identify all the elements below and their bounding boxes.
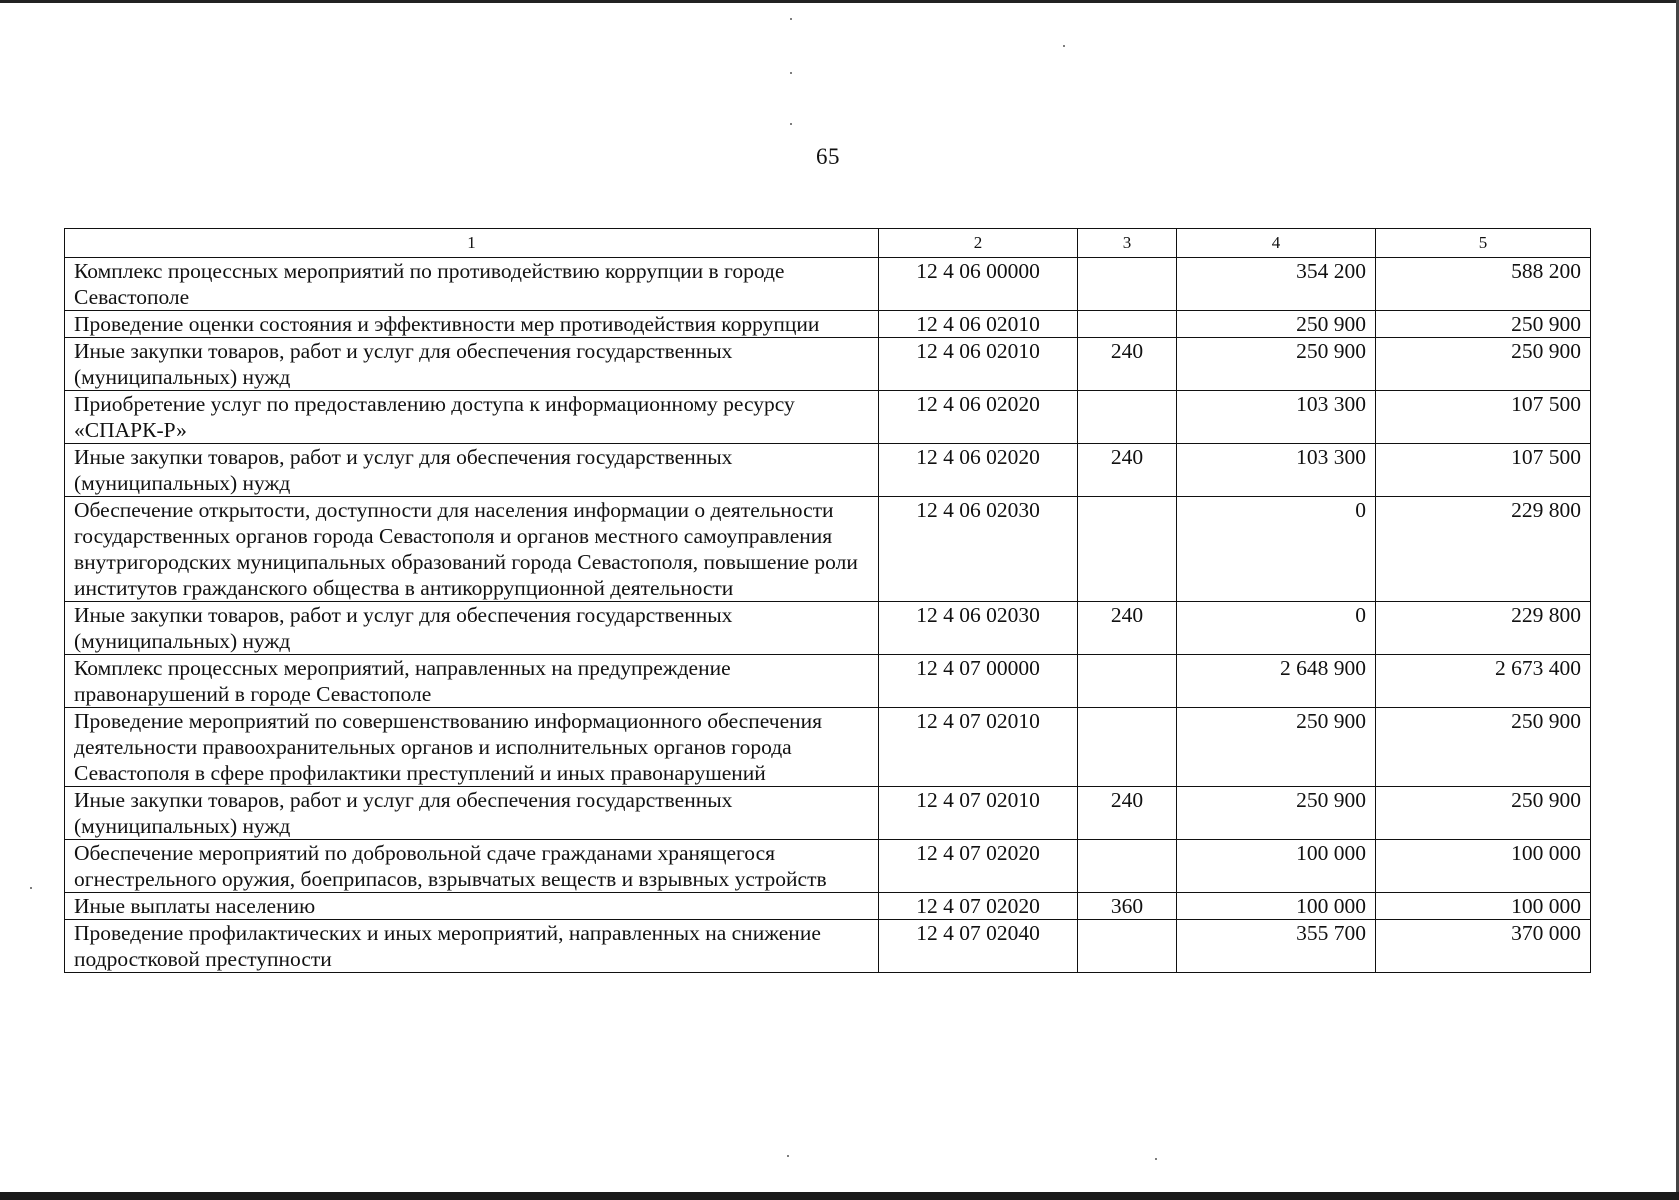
row-amount-col4: 250 900 <box>1177 311 1376 338</box>
row-name: Комплекс процессных мероприятий по противодействию коррупции в городе Севастополе <box>65 258 879 311</box>
row-amount-col4: 0 <box>1177 497 1376 602</box>
row-amount-col4: 103 300 <box>1177 391 1376 444</box>
table-row <box>65 258 1591 311</box>
row-amount-col5: 229 800 <box>1376 602 1591 655</box>
row-code: 12 4 07 02020 <box>879 893 1078 920</box>
row-code: 12 4 07 00000 <box>879 655 1078 708</box>
row-code: 12 4 06 02020 <box>879 391 1078 444</box>
row-name: Иные выплаты населению <box>65 893 879 920</box>
column-header-3: 3 <box>1078 229 1177 258</box>
row-amount-col5: 2 673 400 <box>1376 655 1591 708</box>
table-row <box>65 311 1591 338</box>
row-amount-col5: 107 500 <box>1376 391 1591 444</box>
row-expense-type <box>1078 311 1177 338</box>
column-header-2: 2 <box>879 229 1078 258</box>
row-expense-type: 240 <box>1078 444 1177 497</box>
row-expense-type <box>1078 708 1177 787</box>
row-expense-type: 240 <box>1078 338 1177 391</box>
row-amount-col4: 2 648 900 <box>1177 655 1376 708</box>
table-row <box>65 893 1591 920</box>
row-amount-col4: 100 000 <box>1177 840 1376 893</box>
table-row <box>65 920 1591 973</box>
scan-speck <box>30 887 32 889</box>
table-header-row <box>65 229 1591 258</box>
budget-table <box>64 228 1591 973</box>
row-expense-type <box>1078 391 1177 444</box>
row-amount-col5: 229 800 <box>1376 497 1591 602</box>
row-name: Проведение мероприятий по совершенствованию информационного обеспечения деятельности правоохранительных органов и исполнительных органов города Севастополя в сфере профилактики преступлений и иных правонарушений <box>65 708 879 787</box>
scan-speck <box>1155 1158 1157 1160</box>
table-row <box>65 655 1591 708</box>
row-code: 12 4 06 02020 <box>879 444 1078 497</box>
table-row <box>65 497 1591 602</box>
column-header-1: 1 <box>65 229 879 258</box>
scan-speck <box>790 18 792 20</box>
row-amount-col4: 250 900 <box>1177 338 1376 391</box>
row-amount-col5: 250 900 <box>1376 311 1591 338</box>
row-amount-col4: 103 300 <box>1177 444 1376 497</box>
table-row <box>65 444 1591 497</box>
scan-speck <box>1063 45 1065 47</box>
row-expense-type: 240 <box>1078 602 1177 655</box>
row-amount-col4: 250 900 <box>1177 787 1376 840</box>
column-header-5: 5 <box>1376 229 1591 258</box>
row-amount-col5: 250 900 <box>1376 787 1591 840</box>
row-amount-col5: 588 200 <box>1376 258 1591 311</box>
row-code: 12 4 07 02020 <box>879 840 1078 893</box>
row-code: 12 4 07 02010 <box>879 708 1078 787</box>
row-code: 12 4 06 02010 <box>879 338 1078 391</box>
scan-speck <box>790 123 792 125</box>
row-name: Иные закупки товаров, работ и услуг для обеспечения государственных (муниципальных) нужд <box>65 444 879 497</box>
row-amount-col5: 100 000 <box>1376 840 1591 893</box>
row-amount-col4: 0 <box>1177 602 1376 655</box>
row-code: 12 4 06 02030 <box>879 602 1078 655</box>
row-code: 12 4 07 02040 <box>879 920 1078 973</box>
row-amount-col4: 100 000 <box>1177 893 1376 920</box>
row-name: Обеспечение открытости, доступности для населения информации о деятельности государственных органов города Севастополя и органов местного самоуправления внутригородских муниципальных образований города Севастополя, повышение роли институтов гражданского общества в антикоррупционной деятельности <box>65 497 879 602</box>
row-amount-col5: 370 000 <box>1376 920 1591 973</box>
row-code: 12 4 06 00000 <box>879 258 1078 311</box>
scan-speck <box>787 1155 789 1157</box>
row-name: Иные закупки товаров, работ и услуг для обеспечения государственных (муниципальных) нужд <box>65 787 879 840</box>
row-amount-col5: 250 900 <box>1376 708 1591 787</box>
row-expense-type <box>1078 655 1177 708</box>
row-expense-type <box>1078 258 1177 311</box>
row-expense-type: 240 <box>1078 787 1177 840</box>
page-number: 65 <box>816 144 840 169</box>
table-row <box>65 338 1591 391</box>
row-name: Комплекс процессных мероприятий, направленных на предупреждение правонарушений в городе Севастополе <box>65 655 879 708</box>
row-expense-type <box>1078 920 1177 973</box>
table-row <box>65 602 1591 655</box>
row-name: Проведение оценки состояния и эффективности мер противодействия коррупции <box>65 311 879 338</box>
row-amount-col5: 107 500 <box>1376 444 1591 497</box>
row-code: 12 4 06 02030 <box>879 497 1078 602</box>
row-name: Приобретение услуг по предоставлению доступа к информационному ресурсу «СПАРК-Р» <box>65 391 879 444</box>
column-header-4: 4 <box>1177 229 1376 258</box>
scan-speck <box>790 72 792 74</box>
row-amount-col4: 250 900 <box>1177 708 1376 787</box>
table-row <box>65 708 1591 787</box>
row-amount-col4: 354 200 <box>1177 258 1376 311</box>
table-row <box>65 787 1591 840</box>
row-expense-type: 360 <box>1078 893 1177 920</box>
row-expense-type <box>1078 497 1177 602</box>
row-amount-col5: 250 900 <box>1376 338 1591 391</box>
table-row <box>65 840 1591 893</box>
row-expense-type <box>1078 840 1177 893</box>
row-name: Иные закупки товаров, работ и услуг для обеспечения государственных (муниципальных) нужд <box>65 602 879 655</box>
row-amount-col4: 355 700 <box>1177 920 1376 973</box>
row-name: Проведение профилактических и иных мероприятий, направленных на снижение подростковой преступности <box>65 920 879 973</box>
row-amount-col5: 100 000 <box>1376 893 1591 920</box>
row-code: 12 4 07 02010 <box>879 787 1078 840</box>
row-code: 12 4 06 02010 <box>879 311 1078 338</box>
scan-top-edge <box>0 0 1679 3</box>
scan-bottom-edge <box>0 1192 1679 1200</box>
row-name: Обеспечение мероприятий по добровольной сдаче гражданами хранящегося огнестрельного оружия, боеприпасов, взрывчатых веществ и взрывных устройств <box>65 840 879 893</box>
table-row <box>65 391 1591 444</box>
row-name: Иные закупки товаров, работ и услуг для обеспечения государственных (муниципальных) нужд <box>65 338 879 391</box>
